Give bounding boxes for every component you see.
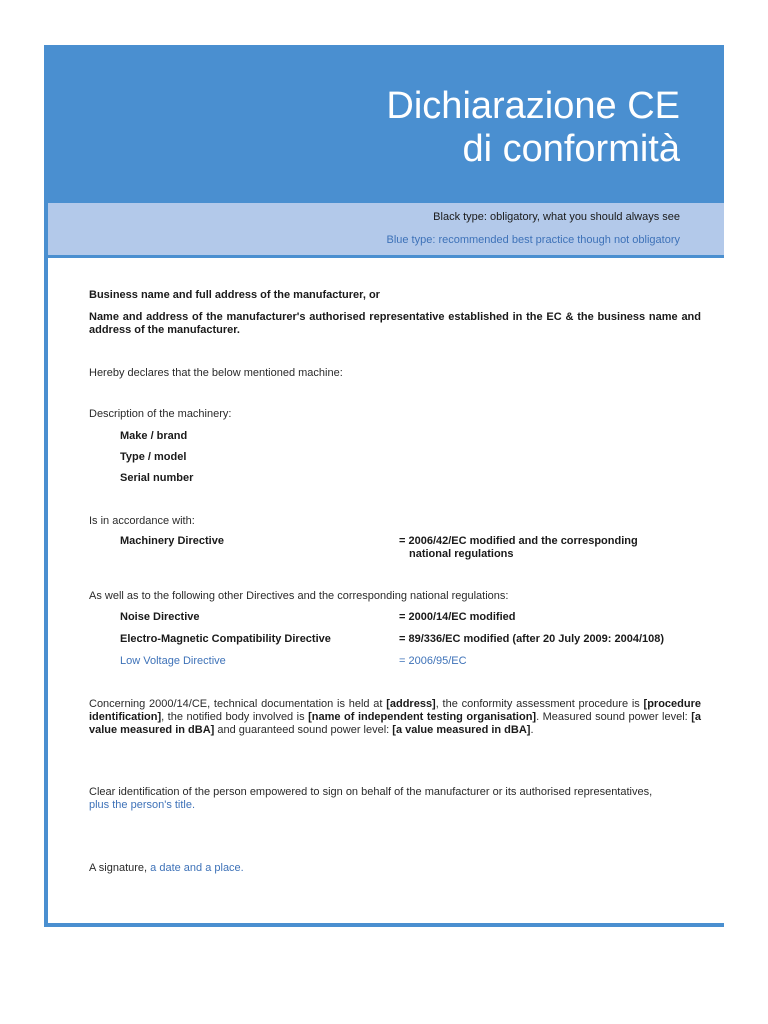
signature-line: A signature, a date and a place.	[89, 862, 244, 874]
measured-level-placeholder: [a value measured in dBA]	[89, 711, 701, 736]
procedure-placeholder: [procedure identification]	[89, 698, 701, 723]
page-title	[386, 85, 680, 171]
description-label: Description of the machinery:	[89, 408, 232, 420]
date-place-note: a date and a place.	[150, 862, 244, 874]
machinery-directive-label: Machinery Directive	[120, 535, 224, 547]
low-voltage-directive-label: Low Voltage Directive	[120, 655, 226, 667]
identification-paragraph: Clear identification of the person empowered to sign on behalf of the manufacturer or its authorised representatives, plus the person's title.	[89, 786, 653, 811]
address-placeholder: [address]	[386, 698, 436, 710]
header-band	[48, 45, 724, 203]
notified-body-placeholder: [name of independent testing organisation]	[308, 711, 537, 723]
machinery-directive-value-2: national regulations	[409, 548, 514, 560]
manufacturer-line: Business name and full address of the manufacturer, or	[89, 289, 380, 301]
representative-line: Name and address of the manufacturer's authorised representative established in the EC & the business name and address of the manufacturer.	[89, 311, 701, 336]
machinery-directive-value-1: = 2006/42/EC modified and the corresponding	[399, 535, 638, 547]
concerning-paragraph: Concerning 2000/14/CE, technical documentation is held at [address], the conformity assessment procedure is [procedure identification], the notified body involved is [name of independent testing organisation]. Measured sound power level: [a value measured in dBA] and guaranteed sound power level: [a value measured in dBA].	[89, 698, 701, 736]
type-label: Type / model	[120, 451, 187, 463]
title-line-2: di conformità	[462, 128, 680, 170]
serial-label: Serial number	[120, 472, 194, 484]
emc-directive-label: Electro-Magnetic Compatibility Directive	[120, 633, 331, 645]
declaration-page	[44, 45, 724, 927]
legend-blue-type: Blue type: recommended best practice though not obligatory	[386, 234, 680, 246]
legend-band	[48, 203, 724, 258]
declares-line: Hereby declares that the below mentioned machine:	[89, 367, 343, 379]
person-title-note: plus the person's title.	[89, 799, 196, 811]
other-directives-label: As well as to the following other Directives and the corresponding national regulations:	[89, 590, 509, 602]
noise-directive-value: = 2000/14/EC modified	[399, 611, 516, 623]
legend-black-type: Black type: obligatory, what you should always see	[433, 211, 680, 223]
guaranteed-level-placeholder: [a value measured in dBA]	[392, 724, 531, 736]
title-line-1: Dichiarazione CE	[386, 85, 680, 127]
make-label: Make / brand	[120, 430, 188, 442]
low-voltage-directive-value: = 2006/95/EC	[399, 655, 467, 667]
accordance-label: Is in accordance with:	[89, 515, 195, 527]
emc-directive-value: = 89/336/EC modified (after 20 July 2009: 2004/108)	[399, 633, 665, 645]
noise-directive-label: Noise Directive	[120, 611, 200, 623]
